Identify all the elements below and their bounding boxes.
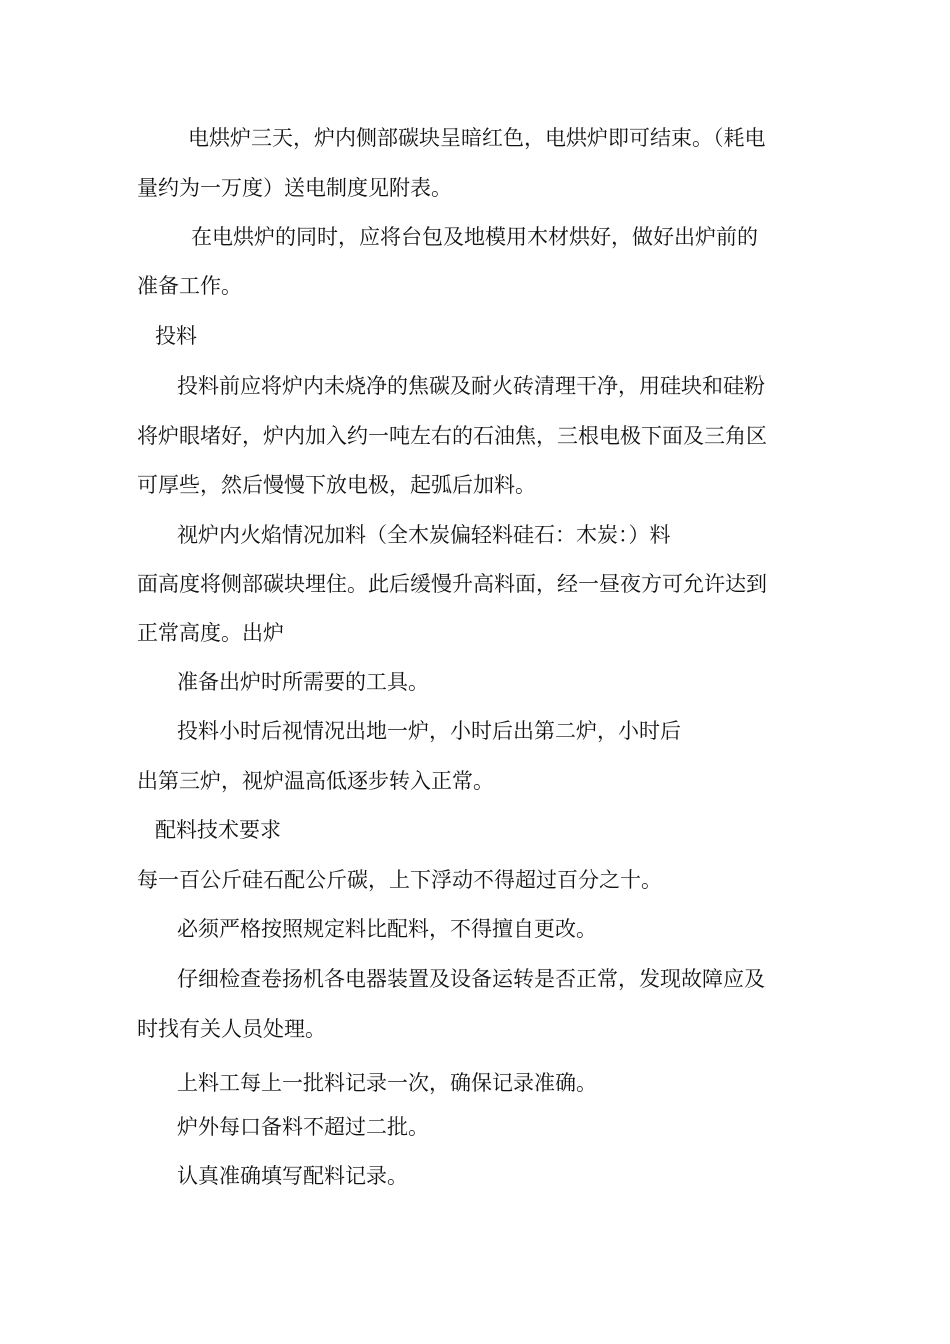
text-line-2: 量约为一万度）送电制度见附表。 [137, 176, 452, 200]
text-line-22: 认真准确填写配料记录。 [177, 1164, 408, 1188]
text-line-13: 投料小时后视情况出地一炉，小时后出第二炉，小时后 [177, 719, 681, 743]
text-line-18: 仔细检查卷扬机各电器装置及设备运转是否正常，发现故障应及 [177, 967, 765, 991]
text-line-12: 准备出炉时所需要的工具。 [177, 670, 429, 694]
text-line-4: 准备工作。 [137, 274, 242, 298]
section-heading-batching: 配料技术要求 [155, 818, 281, 842]
text-line-9: 视炉内火焰情况加料（全木炭偏轻料硅石：木炭：）料 [177, 523, 671, 547]
text-line-7: 将炉眼堵好，炉内加入约一吨左右的石油焦，三根电极下面及三角区 [137, 424, 767, 448]
text-line-11: 正常高度。出炉 [137, 621, 284, 645]
text-line-20: 上料工每上一批料记录一次，确保记录准确。 [177, 1071, 597, 1095]
text-line-3: 在电烘炉的同时，应将台包及地模用木材烘好，做好出炉前的 [191, 225, 758, 249]
text-line-6: 投料前应将炉内未烧净的焦碳及耐火砖清理干净，用硅块和硅粉 [177, 374, 765, 398]
text-line-10: 面高度将侧部碳块埋住。此后缓慢升高料面，经一昼夜方可允许达到 [137, 572, 767, 596]
text-line-1: 电烘炉三天，炉内侧部碳块呈暗红色，电烘炉即可结束。（耗电 [188, 126, 766, 150]
text-line-16: 每一百公斤硅石配公斤碳，上下浮动不得超过百分之十。 [137, 868, 662, 892]
text-line-17: 必须严格按照规定料比配料，不得擅自更改。 [177, 917, 597, 941]
text-line-21: 炉外每口备料不超过二批。 [177, 1115, 429, 1139]
section-heading-feeding: 投料 [155, 324, 197, 348]
text-line-19: 时找有关人员处理。 [137, 1017, 326, 1041]
text-line-14: 出第三炉，视炉温高低逐步转入正常。 [137, 769, 494, 793]
text-line-8: 可厚些，然后慢慢下放电极，起弧后加料。 [137, 473, 536, 497]
